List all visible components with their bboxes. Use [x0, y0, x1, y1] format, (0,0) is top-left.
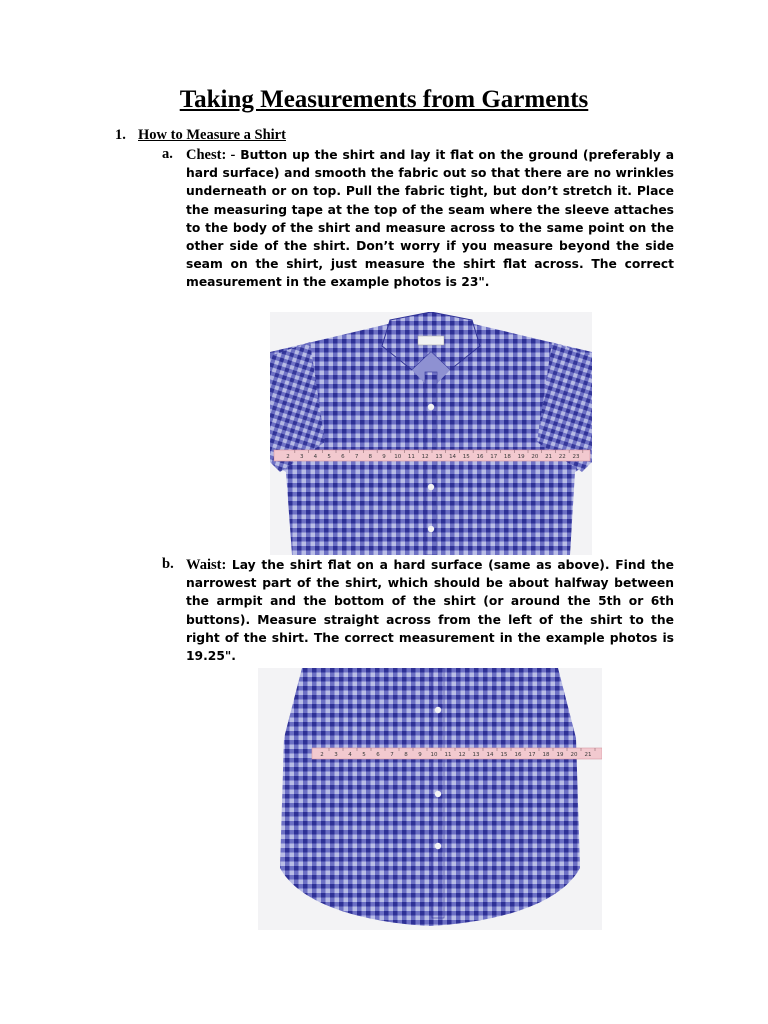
tape-number: 7 [390, 752, 394, 758]
tape-number: 4 [348, 752, 352, 758]
tape-number: 5 [327, 454, 331, 460]
tape-number: 22 [558, 454, 566, 460]
chest-text: Button up the shirt and lay it flat on the ground (preferably a hard surface) and smooth the fabric out so that there are no wrinkles underneath or on top. Pull the fabric tight, but don’t stretch it. Place the measuring tape at the top of the seam where the sleeve attaches to the body of the shirt and measure across to the same point on the other side of the shirt. Don’t worry if you measure beyond the side seam on the shirt, just measure the shirt flat across. The correct measurement in the example photos is 23". [186, 148, 674, 290]
tape-number: 13 [472, 752, 480, 758]
tape-number: 15 [500, 752, 508, 758]
tape-number: 18 [542, 752, 550, 758]
tape-number: 20 [531, 454, 539, 460]
tape-number: 9 [418, 752, 422, 758]
tape-number: 2 [320, 752, 324, 758]
waist-instructions [186, 556, 674, 665]
tape-number: 7 [354, 454, 359, 460]
waist-text: Lay the shirt flat on a hard surface (same as above). Find the narrowest part of the shirt, which should be about halfway between the armpit and the bottom of the shirt (or around the 5th or 6th buttons). Measure straight across from the left of the shirt to the right of the shirt. The correct measurement in the example photos is 19.25". [186, 558, 674, 664]
tape-number: 6 [376, 752, 380, 758]
section-heading-text: How to Measure a Shirt [138, 127, 286, 143]
tape-number: 8 [404, 752, 408, 758]
tape-number: 2 [286, 454, 290, 460]
tape-number: 8 [368, 454, 373, 460]
tape-number: 21 [545, 454, 553, 460]
tape-number: 14 [449, 454, 457, 460]
tape-number: 12 [458, 752, 466, 758]
tape-number: 14 [486, 752, 494, 758]
chest-instructions [186, 146, 674, 292]
section-number: 1. [115, 127, 126, 143]
tape-number: 3 [299, 454, 304, 460]
section-heading [115, 127, 286, 144]
chest-lead: Chest: - [186, 147, 236, 163]
tape-number: 9 [382, 454, 386, 460]
tape-number: 20 [570, 752, 578, 758]
waist-item [162, 556, 674, 665]
tape-number: 13 [435, 454, 443, 460]
tape-number: 16 [476, 454, 484, 460]
tape-number: 16 [514, 752, 522, 758]
tape-number: 3 [334, 752, 338, 758]
tape-number: 19 [517, 454, 525, 460]
tape-number: 10 [430, 752, 438, 758]
tape-number: 23 [572, 454, 580, 460]
tape-number: 5 [362, 752, 366, 758]
item-letter: a. [162, 146, 173, 162]
tape-number: 19 [556, 752, 564, 758]
item-letter: b. [162, 556, 174, 572]
chest-measurement-photo [270, 312, 592, 555]
tape-number: 11 [407, 454, 415, 460]
tape-number: 4 [313, 454, 318, 460]
tape-number: 17 [490, 454, 498, 460]
tape-number: 21 [584, 752, 592, 758]
tape-number: 18 [503, 454, 511, 460]
tape-number: 6 [341, 454, 345, 460]
waist-measurement-photo [258, 668, 602, 930]
tape-number: 12 [421, 454, 429, 460]
chest-item [162, 146, 674, 292]
tape-number: 17 [528, 752, 536, 758]
document-title: Taking Measurements from Garments [179, 86, 589, 113]
waist-lead: Waist: [186, 557, 227, 573]
tape-number: 10 [394, 454, 402, 460]
tape-number: 11 [444, 752, 452, 758]
tape-number: 15 [462, 454, 470, 460]
